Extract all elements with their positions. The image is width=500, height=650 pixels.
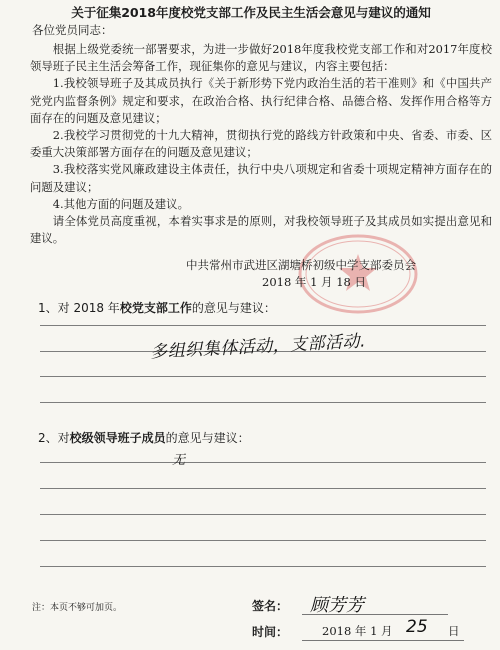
- answer-1-handwriting[interactable]: 多组织集体活动，支部活动.: [149, 331, 367, 363]
- time-day-handwriting[interactable]: 25: [406, 617, 428, 637]
- intro-paragraph: 根据上级党委统一部署要求，为进一步做好2018年度我校党支部工作和对2017年度校领导班子民主生活会筹备工作，现征集你的意见与建议，内容主要包括：: [30, 42, 492, 74]
- answer-line: [40, 402, 486, 403]
- salutation: 各位党员同志：: [32, 23, 113, 37]
- time-line: [302, 640, 464, 641]
- notice-title: 关于征集2018年度校党支部工作及民主生活会意见与建议的通知: [71, 5, 431, 20]
- closing-paragraph: 请全体党员高度重视，本着实事求是的原则，对我校领导班子及其成员如实提出意见和建议。: [30, 214, 492, 246]
- answer-line: [40, 376, 486, 377]
- question-topic: 校级领导班子成员: [69, 431, 166, 445]
- list-item: 3.我校落实党风廉政建设主体责任，执行中央八项规定和省委十项规定精神方面存在的问题及建议；: [30, 162, 492, 194]
- answer-line: [40, 462, 486, 463]
- list-item: 2.我校学习贯彻党的十九大精神，贯彻执行党的路线方针政策和中央、省委、市委、区委重大决策部署方面存在的问题及意见建议；: [30, 128, 492, 160]
- question-1: [38, 299, 276, 316]
- answer-line: [40, 540, 486, 541]
- answer-2-handwriting[interactable]: 无: [172, 453, 186, 468]
- question-number: 2、: [38, 431, 58, 445]
- question-prefix: 对 2018 年: [57, 301, 120, 315]
- answer-line: [40, 325, 486, 326]
- time-label: 时间：: [252, 625, 289, 639]
- list-item: 4.其他方面的问题及建议。: [52, 196, 189, 211]
- question-suffix: 的意见与建议：: [191, 301, 276, 315]
- time-year-month: 2018 年 1 月: [322, 624, 393, 638]
- issuer: 中共常州市武进区湖塘桥初级中学支部委员会: [186, 258, 416, 272]
- question-suffix: 的意见与建议：: [165, 431, 250, 445]
- page-note: 注：本页不够可加页。: [32, 603, 123, 613]
- question-number: 1、: [38, 301, 58, 315]
- time-day-unit: 日: [448, 624, 460, 638]
- answer-line: [40, 514, 486, 515]
- answer-line: [40, 566, 486, 567]
- signature-handwriting[interactable]: 顾芳芳: [310, 595, 364, 616]
- question-topic: 校党支部工作: [119, 301, 192, 315]
- notice-body: [30, 41, 492, 247]
- issue-date: 2018 年 1 月 18 日: [262, 275, 366, 289]
- signature-label: 签名：: [252, 599, 289, 613]
- question-2: [38, 429, 250, 446]
- list-item: 1.我校领导班子及其成员执行《关于新形势下党内政治生活的若干准则》和《中国共产党党内监督条例》规定和要求，在政治合格、执行纪律合格、品德合格、发挥作用合格等方面存在的问题及意见建议；: [30, 76, 492, 125]
- answer-line: [40, 488, 486, 489]
- question-prefix: 对: [57, 431, 70, 445]
